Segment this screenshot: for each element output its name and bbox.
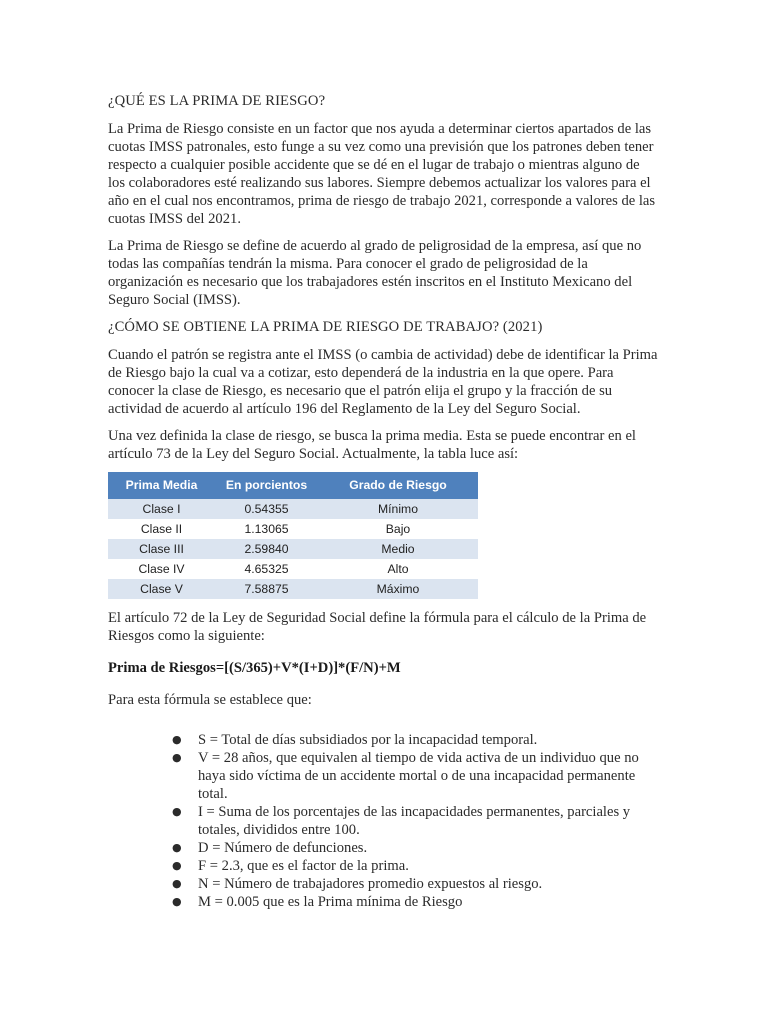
paragraph-average-premium: Una vez definida la clase de riesgo, se busca la prima media. Esta se puede encontrar en el artículo 73 de la Ley del Seguro Social. Actualmente, la tabla luce así: (108, 428, 636, 462)
table-cell-percent: 7.58875 (215, 579, 318, 599)
list-item (172, 893, 660, 911)
list-item-text: F = 2.3, que es el factor de la prima. (198, 858, 409, 874)
heading-what-is-risk-premium: ¿QUÉ ES LA PRIMA DE RIESGO? (108, 93, 326, 109)
list-item (172, 875, 660, 893)
list-item (172, 749, 660, 803)
table-cell-grade: Mínimo (318, 499, 478, 520)
table-cell-percent: 4.65325 (215, 559, 318, 579)
table-cell-grade: Máximo (318, 579, 478, 599)
table-header-row (108, 472, 478, 499)
table-row (108, 539, 478, 559)
formula-label: Prima de Riesgos (108, 660, 216, 676)
table-cell-class: Clase II (108, 519, 215, 539)
list-item (172, 803, 660, 839)
table-cell-grade: Bajo (318, 519, 478, 539)
list-item-text: M = 0.005 que es la Prima mínima de Riesgo (198, 894, 463, 910)
table-row (108, 579, 478, 599)
list-item-text: S = Total de días subsidiados por la incapacidad temporal. (198, 732, 538, 748)
paragraph-employer-registration: Cuando el patrón se registra ante el IMSS (o cambia de actividad) debe de identificar la Prima de Riesgo bajo la cual va a cotizar, esto dependerá de la industria en la que opere. Para conocer la clase de Riesgo, es necesario que el patrón elija el grupo y la fracción de su actividad de acuerdo al artículo 196 del Reglamento de la Ley del Seguro Social. (108, 347, 658, 417)
table-cell-grade: Alto (318, 559, 478, 579)
formula-expression: =[(S/365)+V*(I+D)]*(F/N)+M (215, 660, 401, 676)
table-cell-class: Clase III (108, 539, 215, 559)
table-cell-grade: Medio (318, 539, 478, 559)
table-row (108, 499, 478, 520)
list-item-text: D = Número de defunciones. (198, 840, 368, 856)
bullet-icon: ● (172, 733, 182, 746)
risk-class-table (108, 472, 478, 599)
list-item (172, 731, 660, 749)
bullet-icon: ● (172, 841, 182, 854)
heading-how-to-obtain: ¿CÓMO SE OBTIENE LA PRIMA DE RIESGO DE TRABAJO? (2021) (108, 319, 543, 335)
list-item-text: N = Número de trabajadores promedio expuestos al riesgo. (198, 876, 543, 892)
paragraph-definition: La Prima de Riesgo consiste en un factor que nos ayuda a determinar ciertos apartados de las cuotas IMSS patronales, esto funge a su vez como una previsión que los patrones deben tener respecto a cualquier posible accidente que se dé en el lugar de trabajo o mientras alguno de los colaboradores esté realizando sus labores. Siempre debemos actualizar los valores para el año en el cual nos encontramos, prima de riesgo de trabajo 2021, corresponde a valores de las cuotas IMSS del 2021. (108, 121, 656, 227)
bullet-icon: ● (172, 895, 182, 908)
list-item-text: V = 28 años, que equivalen al tiempo de vida activa de un individuo que no haya sido víctima de un accidente mortal o de una incapacidad permanente total. (198, 750, 639, 802)
table-header-cell: Prima Media (108, 472, 215, 499)
table-cell-percent: 2.59840 (215, 539, 318, 559)
table-cell-class: Clase I (108, 499, 215, 520)
list-item (172, 857, 660, 875)
table-cell-percent: 1.13065 (215, 519, 318, 539)
paragraph-formula-intro: Para esta fórmula se establece que: (108, 692, 312, 708)
list-item (172, 839, 660, 857)
paragraph-danger-level: La Prima de Riesgo se define de acuerdo al grado de peligrosidad de la empresa, así que no todas las compañías tendrán la misma. Para conocer el grado de peligrosidad de la organización es necesario que los trabajadores estén inscritos en el Instituto Mexicano del Seguro Social (IMSS). (108, 238, 642, 308)
formula-variables-list (108, 731, 660, 911)
table-cell-percent: 0.54355 (215, 499, 318, 520)
table-header-cell: Grado de Riesgo (318, 472, 478, 499)
bullet-icon: ● (172, 805, 182, 818)
risk-premium-formula (108, 659, 660, 677)
bullet-icon: ● (172, 859, 182, 872)
table-cell-class: Clase IV (108, 559, 215, 579)
table-row (108, 559, 478, 579)
bullet-icon: ● (172, 751, 182, 764)
document-page (108, 92, 660, 911)
list-item-text: I = Suma de los porcentajes de las incapacidades permanentes, parciales y totales, divididos entre 100. (198, 804, 631, 838)
table-row (108, 519, 478, 539)
table-header-cell: En porcientos (215, 472, 318, 499)
bullet-icon: ● (172, 877, 182, 890)
table-cell-class: Clase V (108, 579, 215, 599)
paragraph-article-72: El artículo 72 de la Ley de Seguridad Social define la fórmula para el cálculo de la Prima de Riesgos como la siguiente: (108, 610, 647, 644)
